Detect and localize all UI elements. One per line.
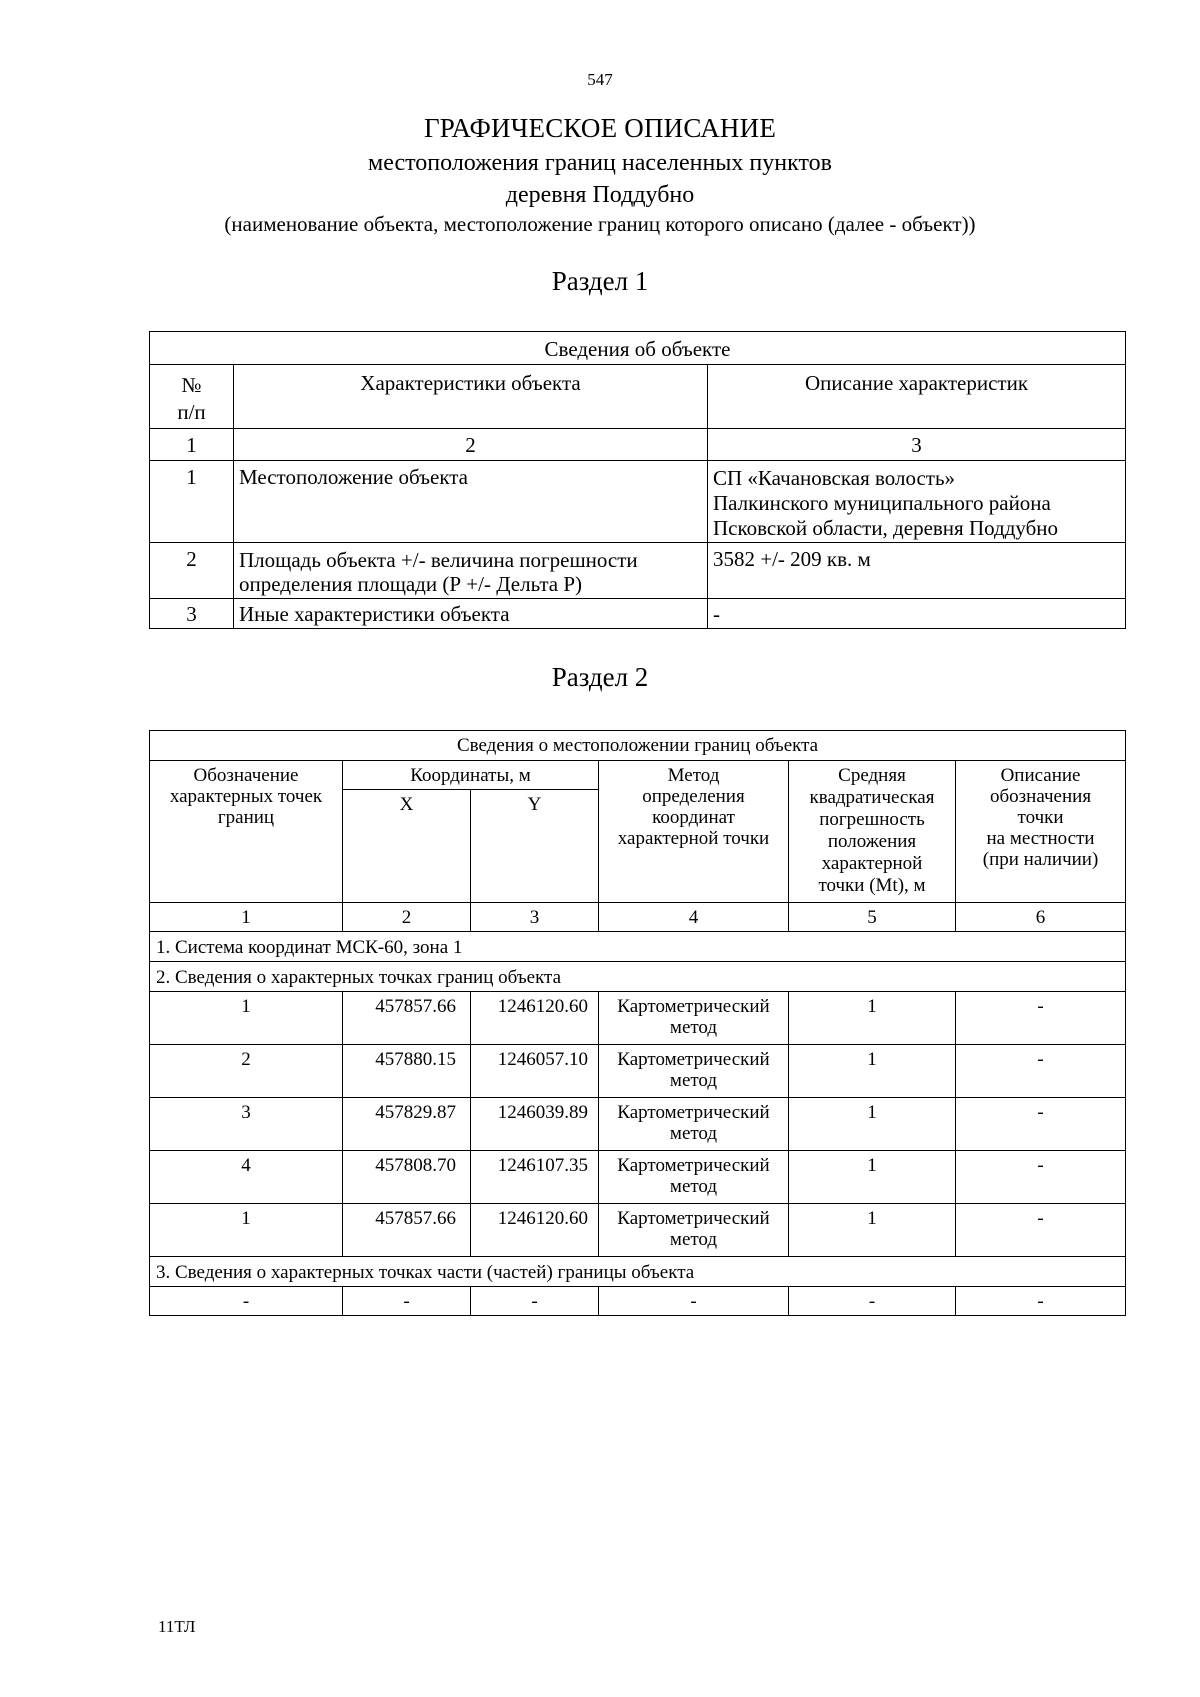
y-value: 1246057.10	[471, 1045, 599, 1098]
y-value: 1246120.60	[471, 1204, 599, 1257]
empty-value: -	[789, 1287, 956, 1316]
point-id: 1	[150, 1204, 343, 1257]
column-number: 3	[471, 903, 599, 932]
description-cell: 3582 +/- 209 кв. м	[708, 543, 1126, 599]
column-number-row	[150, 903, 1126, 932]
x-value: 457880.15	[343, 1045, 471, 1098]
error-value: 1	[789, 1045, 956, 1098]
x-value: 457857.66	[343, 992, 471, 1045]
error-value: 1	[789, 1204, 956, 1257]
column-number: 2	[234, 429, 708, 461]
object-info-table	[149, 331, 1126, 629]
y-value: 1246039.89	[471, 1098, 599, 1151]
coord-system: 1. Система координат МСК-60, зона 1	[150, 932, 1126, 962]
empty-value: -	[343, 1287, 471, 1316]
header-method: Метод определения координат характерной точки	[599, 761, 789, 903]
column-number: 1	[150, 903, 343, 932]
description-value: -	[956, 1098, 1126, 1151]
column-number: 5	[789, 903, 956, 932]
column-number-row	[150, 429, 1126, 461]
empty-value: -	[956, 1287, 1126, 1316]
table-row	[150, 1204, 1126, 1257]
description-cell: -	[708, 599, 1126, 629]
coord-system-row	[150, 932, 1126, 962]
row-number: 2	[150, 543, 234, 599]
table-row	[150, 543, 1126, 599]
method-value: Картометрический метод	[599, 1204, 789, 1257]
x-value: 457808.70	[343, 1151, 471, 1204]
document-title: ГРАФИЧЕСКОЕ ОПИСАНИЕ	[423, 113, 777, 143]
table-title-row	[150, 332, 1126, 365]
header-error: Средняя квадратическая погрешность положения характерной точки (Mt), м	[789, 761, 956, 903]
section-2-heading: Раздел 2	[551, 662, 649, 692]
table-row	[150, 992, 1126, 1045]
section-1-heading: Раздел 1	[551, 266, 649, 296]
method-value: Картометрический метод	[599, 1045, 789, 1098]
page-number: 547	[587, 70, 613, 89]
header-characteristic: Характеристики объекта	[234, 365, 708, 429]
description-value: -	[956, 1204, 1126, 1257]
error-value: 1	[789, 1151, 956, 1204]
header-row	[150, 365, 1126, 429]
error-value: 1	[789, 1098, 956, 1151]
header-points: Обозначение характерных точек границ	[150, 761, 343, 903]
column-number: 2	[343, 903, 471, 932]
object-name-note: (наименование объекта, местоположение границ которого описано (далее - объект))	[224, 212, 976, 236]
description-value: -	[956, 992, 1126, 1045]
table-title-row	[150, 731, 1126, 761]
parts-heading-row	[150, 1257, 1126, 1287]
header-y: Y	[471, 790, 599, 903]
column-number: 4	[599, 903, 789, 932]
empty-value: -	[471, 1287, 599, 1316]
header-point-description: Описание обозначения точки на местности (при наличии)	[956, 761, 1126, 903]
characteristic-cell: Местоположение объекта	[234, 461, 708, 543]
method-value: Картометрический метод	[599, 1098, 789, 1151]
table-title: Сведения о местоположении границ объекта	[150, 731, 1126, 761]
object-name: деревня Поддубно	[505, 182, 695, 208]
row-number: 1	[150, 461, 234, 543]
header-x: X	[343, 790, 471, 903]
error-value: 1	[789, 992, 956, 1045]
footer-code: 11ТЛ	[158, 1617, 196, 1636]
method-value: Картометрический метод	[599, 1151, 789, 1204]
point-id: 3	[150, 1098, 343, 1151]
table-title: Сведения об объекте	[150, 332, 1126, 365]
empty-value: -	[599, 1287, 789, 1316]
column-number: 6	[956, 903, 1126, 932]
characteristic-cell: Площадь объекта +/- величина погрешности определения площади (Р +/- Дельта Р)	[234, 543, 708, 599]
column-number: 3	[708, 429, 1126, 461]
header-description: Описание характеристик	[708, 365, 1126, 429]
y-value: 1246107.35	[471, 1151, 599, 1204]
point-id: 4	[150, 1151, 343, 1204]
table-row	[150, 1151, 1126, 1204]
description-value: -	[956, 1045, 1126, 1098]
method-value: Картометрический метод	[599, 992, 789, 1045]
table-row	[150, 461, 1126, 543]
x-value: 457829.87	[343, 1098, 471, 1151]
point-id: 2	[150, 1045, 343, 1098]
document-subtitle: местоположения границ населенных пунктов	[368, 150, 832, 176]
parts-heading: 3. Сведения о характерных точках части (частей) границы объекта	[150, 1257, 1126, 1287]
points-heading-row	[150, 962, 1126, 992]
point-id: 1	[150, 992, 343, 1045]
header-row	[150, 761, 1126, 790]
description-value: -	[956, 1151, 1126, 1204]
table-row	[150, 1045, 1126, 1098]
table-row	[150, 1287, 1126, 1316]
header-number: № п/п	[150, 365, 234, 429]
table-row	[150, 1098, 1126, 1151]
header-coordinates: Координаты, м	[343, 761, 599, 790]
characteristic-cell: Иные характеристики объекта	[234, 599, 708, 629]
boundary-points-table	[149, 730, 1126, 1316]
column-number: 1	[150, 429, 234, 461]
table-row	[150, 599, 1126, 629]
x-value: 457857.66	[343, 1204, 471, 1257]
empty-value: -	[150, 1287, 343, 1316]
points-heading: 2. Сведения о характерных точках границ объекта	[150, 962, 1126, 992]
row-number: 3	[150, 599, 234, 629]
y-value: 1246120.60	[471, 992, 599, 1045]
description-cell: СП «Качановская волость» Палкинского муниципального района Псковской области, деревня Поддубно	[708, 461, 1126, 543]
